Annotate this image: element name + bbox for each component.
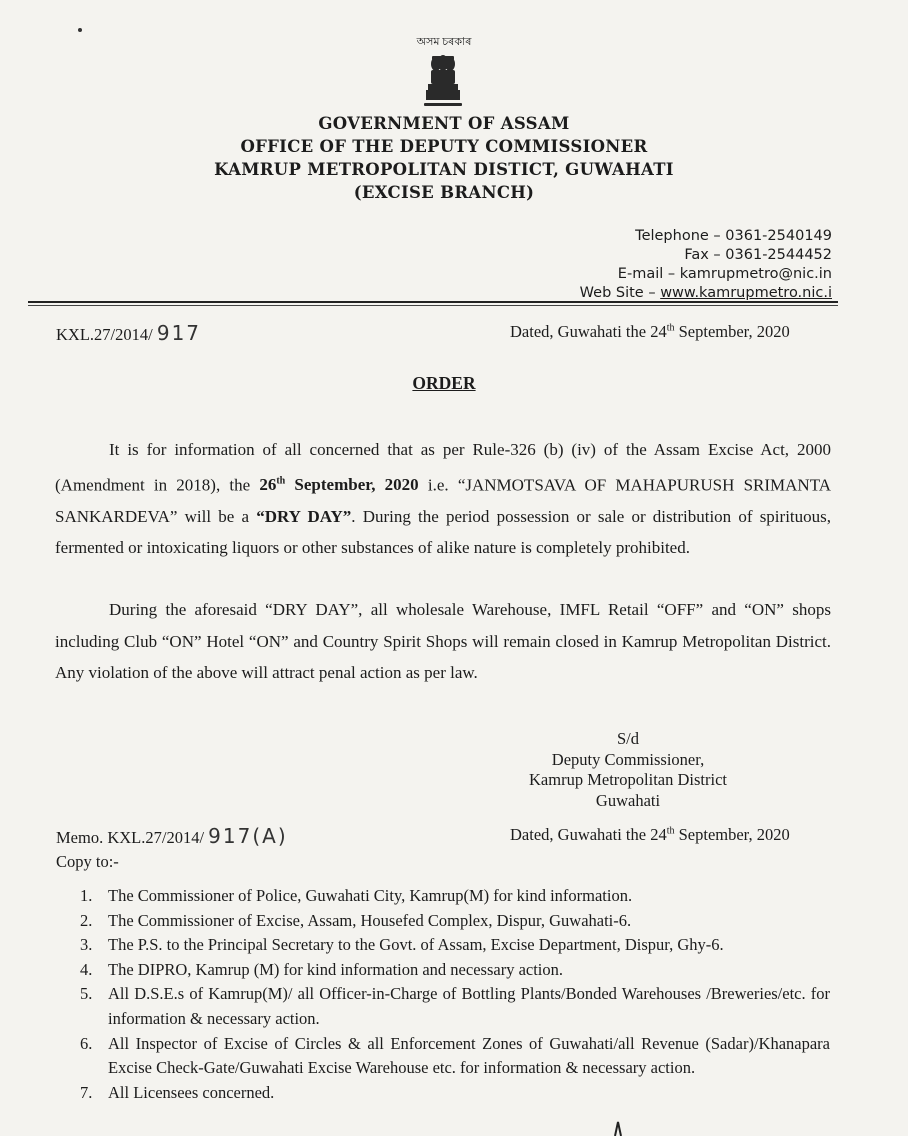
signature-district: Kamrup Metropolitan District — [529, 770, 727, 789]
memo-date: Dated, Guwahati the 24th September, 2020 — [510, 825, 790, 844]
contact-email: E-mail – kamrupmetro@nic.in — [617, 266, 832, 282]
memo-number — [56, 824, 288, 848]
handwritten-memo: 917(A) — [208, 824, 288, 848]
signature-place: Guwahati — [595, 790, 661, 810]
copy-to-label: Copy to:- — [56, 852, 119, 871]
order-paragraph-1: It is for information of all concerned that as per Rule-326 (b) (iv) of the Assam Excise Act, 2000 (Amendment in 2018), the 26th September, 2020 i.e. “JANMOTSAVA OF MAHAPURUSH SRIMANTA SANKARDEVA” will be a “DRY DAY”. During the period possession or sale or distribution of spirituous, fermented or intoxicating liquors or other substances of alike nature is completely prohibited. — [55, 440, 832, 558]
list-item: 2. The Commissioner of Excise, Assam, Housefed Complex, Dispur, Guwahati-6. — [80, 910, 632, 930]
ink-speck — [78, 28, 82, 32]
contact-telephone: Telephone – 0361-2540149 — [635, 228, 832, 244]
header-office: OFFICE OF THE DEPUTY COMMISSIONER — [240, 137, 648, 156]
order-paragraph-2: During the aforesaid “DRY DAY”, all wholesale Warehouse, IMFL Retail “OFF” and “ON” shops including Club “ON” Hotel “ON” and Country Spirit Shops will remain closed in Kamrup Metropolitan District. Any violation of the above will attract penal action as per law. — [55, 600, 831, 682]
reference-date: Dated, Guwahati the 24th September, 2020 — [510, 322, 790, 341]
pen-mark-icon — [612, 1120, 624, 1136]
header-government: GOVERNMENT OF ASSAM — [318, 114, 570, 133]
copy-to-list — [80, 884, 830, 1105]
reference-number — [56, 321, 201, 345]
state-emblem-icon — [418, 50, 468, 112]
signature-sd: S/d — [616, 729, 639, 748]
signature-block — [480, 729, 776, 811]
list-item: 7. All Licensees concerned. — [80, 1082, 275, 1102]
list-item: 5. All D.S.E.s of Kamrup(M)/ all Officer-in-Charge of Bottling Plants/Bonded Warehouses /Breweries/etc. for information & necessary action. — [80, 984, 830, 1028]
list-item: 3. The P.S. to the Principal Secretary to the Govt. of Assam, Excise Department, Dispur, Ghy-6. — [80, 935, 724, 955]
list-item: 4. The DIPRO, Kamrup (M) for kind information and necessary action. — [80, 959, 564, 979]
contact-fax: Fax – 0361-2544452 — [684, 247, 832, 263]
emblem-caption: অসম চৰকাৰ — [416, 36, 472, 48]
website-link[interactable]: www.kamrupmetro.nic.i — [660, 285, 832, 301]
signature-designation: Deputy Commissioner, — [551, 749, 705, 769]
memo-prefix: Memo. KXL.27/2014/ — [56, 828, 205, 847]
contact-website — [580, 285, 832, 301]
website-prefix: Web Site – — [579, 285, 661, 301]
handwritten-reference: 917 — [156, 321, 202, 345]
list-item: 6. All Inspector of Excise of Circles & all Enforcement Zones of Guwahati/all Revenue (Sadar)/Khanapara Excise Check-Gate/Guwahati Excise Warehouse etc. for information & necessary action. — [80, 1033, 830, 1078]
header-rule — [28, 301, 838, 303]
list-item: 1. The Commissioner of Police, Guwahati City, Kamrup(M) for kind information. — [80, 886, 633, 905]
header-rule-thin — [28, 305, 838, 306]
header-district: KAMRUP METROPOLITAN DISTICT, GUWAHATI — [214, 160, 674, 179]
reference-prefix: KXL.27/2014/ — [56, 325, 153, 344]
order-title: ORDER — [412, 373, 476, 393]
header-branch: (EXCISE BRANCH) — [353, 183, 535, 202]
